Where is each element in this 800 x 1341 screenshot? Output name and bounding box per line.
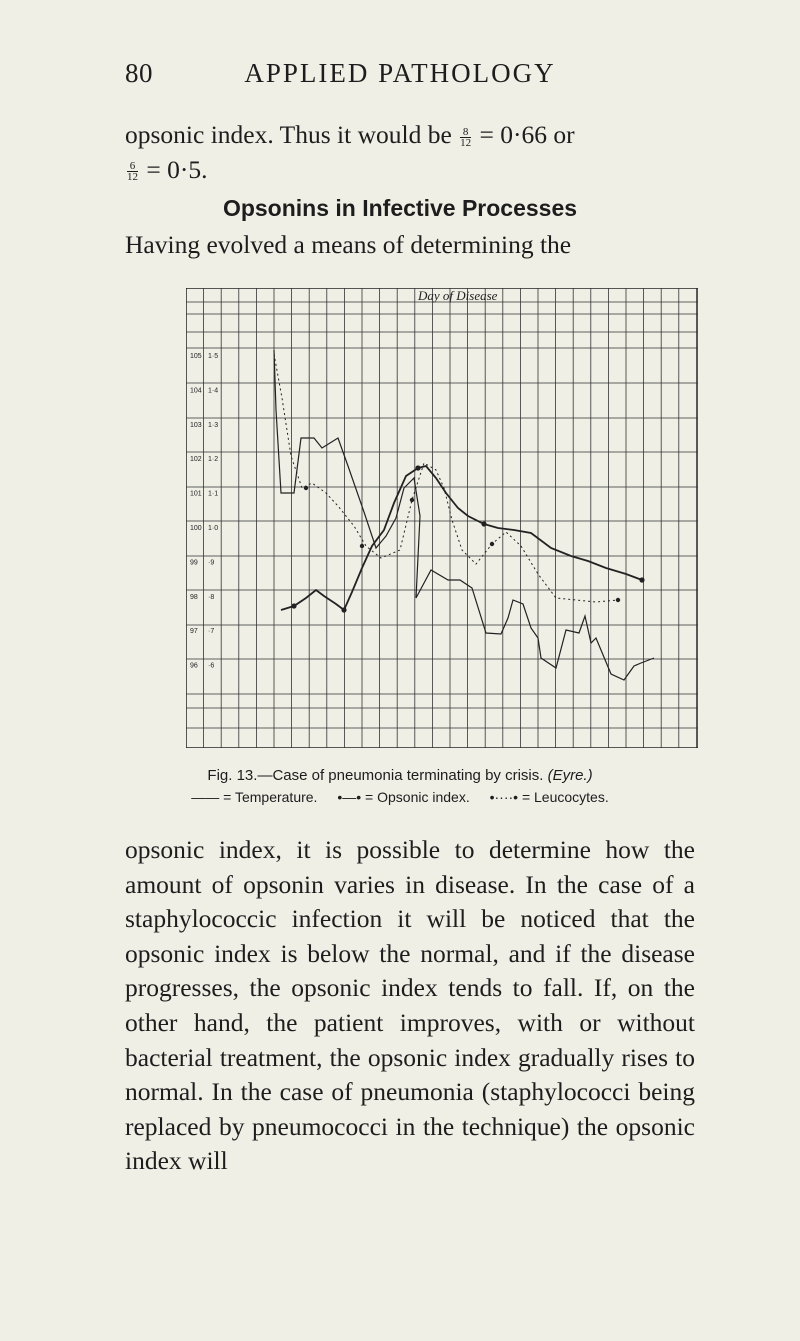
row-label-temperature: 102 — [190, 456, 202, 464]
section-heading: Opsonins in Infective Processes — [222, 195, 578, 221]
intro-eq1: = 0·66 or — [479, 120, 575, 149]
page-number: 80 — [125, 58, 153, 88]
row-label-opsonic: 1·2 — [208, 456, 219, 464]
body-paragraph: opsonic index, it is possible to determine how the amount of opsonin varies in disease. In the case of a staphylococcic infection it will be noticed that the opsonic index is below the normal, and if the disease progresses, the opsonic index tends to fall. If, on the other hand, the patient improves, with or without bacterial treatment, the opsonic index gradually rises to normal. In the case of pneumonia (staphylococci being replaced by pneumococci in the technique) the opsonic index will — [125, 835, 695, 1176]
running-header — [0, 58, 800, 98]
leucocytes-line — [274, 354, 618, 602]
opsonic-point — [415, 465, 420, 470]
legend-opsonic-index: •—• = Opsonic index. — [337, 789, 470, 805]
row-label-temperature: 100 — [190, 525, 202, 532]
intro-text: opsonic index. Thus it would be — [125, 120, 452, 149]
leucocyte-point — [616, 598, 620, 602]
opsonic-point — [481, 521, 486, 526]
row-label-temperature: 99 — [190, 559, 198, 567]
temperature-chart-figure — [186, 288, 698, 748]
row-label-temperature: 96 — [190, 662, 198, 670]
row-label-temperature: 105 — [190, 353, 202, 360]
opsonic-point — [639, 577, 644, 582]
leucocyte-point — [490, 542, 494, 546]
row-label-opsonic: 1·3 — [208, 421, 219, 429]
intro-paragraph — [125, 118, 695, 187]
caption-author: (Eyre.) — [547, 767, 593, 784]
running-title: APPLIED PATHOLOGY — [244, 58, 556, 88]
para-before-figure: Having evolved a means of determining the — [125, 230, 572, 259]
chart-title: Day of Disease — [418, 288, 498, 303]
row-label-temperature: 98 — [190, 593, 198, 601]
row-labels — [190, 353, 218, 670]
row-label-temperature: 104 — [190, 387, 202, 395]
row-label-opsonic: 1·0 — [208, 525, 219, 532]
opsonic-point — [291, 603, 296, 608]
row-label-temperature: 97 — [190, 628, 198, 636]
row-label-temperature: 103 — [190, 421, 202, 429]
row-label-opsonic: 1·1 — [208, 490, 219, 498]
row-label-temperature: 101 — [190, 490, 202, 498]
leucocyte-point — [360, 544, 364, 548]
row-label-opsonic: ·9 — [208, 559, 215, 567]
row-label-opsonic: ·6 — [208, 662, 215, 670]
leucocyte-point — [304, 486, 308, 490]
chart-traces — [274, 350, 654, 680]
row-label-opsonic: 1·5 — [208, 353, 219, 360]
legend-temperature: —— = Temperature. — [191, 789, 318, 805]
temperature-line — [274, 350, 654, 680]
caption-text: Fig. 13.—Case of pneumonia terminating by crisis. — [207, 767, 544, 784]
opsonic-index-line — [281, 466, 642, 610]
leucocyte-point — [410, 498, 414, 502]
row-label-opsonic: ·8 — [208, 593, 215, 601]
intro-eq2: = 0·5. — [146, 154, 208, 184]
fraction-8-12: $\frac{8}{12}$ — [460, 125, 472, 149]
row-label-opsonic: 1·4 — [208, 387, 219, 395]
row-label-opsonic: ·7 — [208, 628, 215, 636]
fraction-6-12: $\frac{6}{12}$ — [127, 160, 138, 184]
opsonic-point — [341, 607, 346, 612]
legend-leucocytes: •····• = Leucocytes. — [489, 789, 609, 805]
figure-legend — [0, 789, 800, 805]
figure-caption — [0, 767, 800, 784]
